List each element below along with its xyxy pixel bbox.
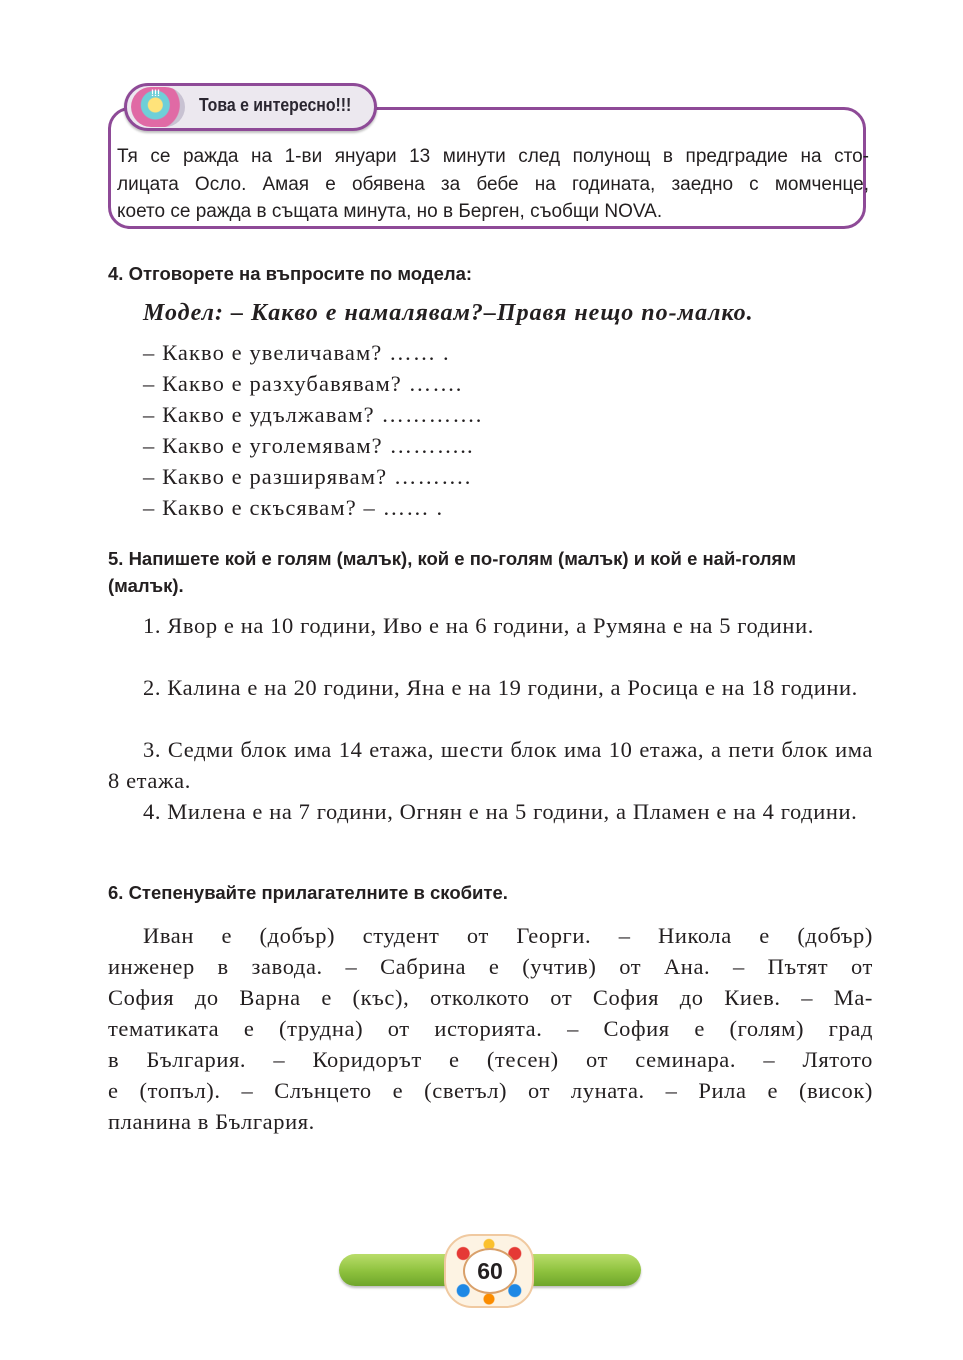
task5-item: 2. Калина е на 20 години, Яна е на 19 години, а Росица е на 18 години. [143,675,858,700]
info-text [117,143,869,226]
question-item: – Какво е разхубавявам? ……. [143,371,463,396]
exclamation-mark: !!! [151,88,160,98]
paragraph-line: София до Варна е (къс), отколкото от София до Киев. – Ма- [108,985,873,1010]
question-item: – Какво е уголемявам? ……….. [143,433,474,458]
paragraph-line: инженер в завода. – Сабрина е (учтив) от Ана. – Пътят от [108,954,873,979]
question-item: – Какво е удължавам? …………. [143,402,483,427]
paragraph-line: планина в България. [108,1109,315,1134]
info-line: Тя се ражда на 1-ви януари 13 минути след полунощ в предградие на сто- [117,146,869,167]
model-sentence: Модел: – Какво е намалявам?–Правя нещо по-малко. [143,300,754,326]
question-item: – Какво е разширявам? ………. [143,464,472,489]
task6-heading: 6. Степенувайте прилагателните в скобите. [108,882,508,903]
question-item: – Какво е скъсявам? – …… . [143,495,444,520]
info-banner-title: Това е интересно!!! [199,95,352,115]
task5-item: 1. Явор е на 10 години, Иво е на 6 години, а Румяна е на 5 години. [143,613,814,638]
paragraph-line: Иван е (добър) студент от Георги. – Никола е (добър) [143,923,873,948]
paragraph-line: в България. – Коридорът е (тесен) от семинара. – Лятото [108,1047,873,1072]
paragraph-line: тематиката е (трудна) от историята. – София е (голям) град [108,1016,873,1041]
task4-heading: 4. Отговорете на въпросите по модела: [108,263,473,284]
info-line: лицата Осло. Амая е обявена за бебе на годината, заедно с момченце, [117,173,869,195]
task5-item: 4. Милена е на 7 години, Огнян е на 5 години, а Пламен е на 4 години. [143,799,858,824]
paragraph-line: е (топъл). – Слънцето е (светъл) от луната. – Рила е (висок) [108,1078,873,1103]
question-list [143,337,483,523]
info-line: което се ражда в същата минута, но в Берген, съобщи NOVA. [117,201,663,222]
task5-heading: 5. Напишете кой е голям (малък), кой е по-голям (малък) и кой е най-голям (малък). [108,548,797,596]
task5-item: 3. Седми блок има 14 етажа, шести блок има 10 етажа, а пети блок има 8 етажа. [108,737,873,793]
question-item: – Какво е увеличавам? …… . [143,340,450,365]
page-number: 60 [477,1258,503,1284]
task6-paragraph [108,920,873,1137]
